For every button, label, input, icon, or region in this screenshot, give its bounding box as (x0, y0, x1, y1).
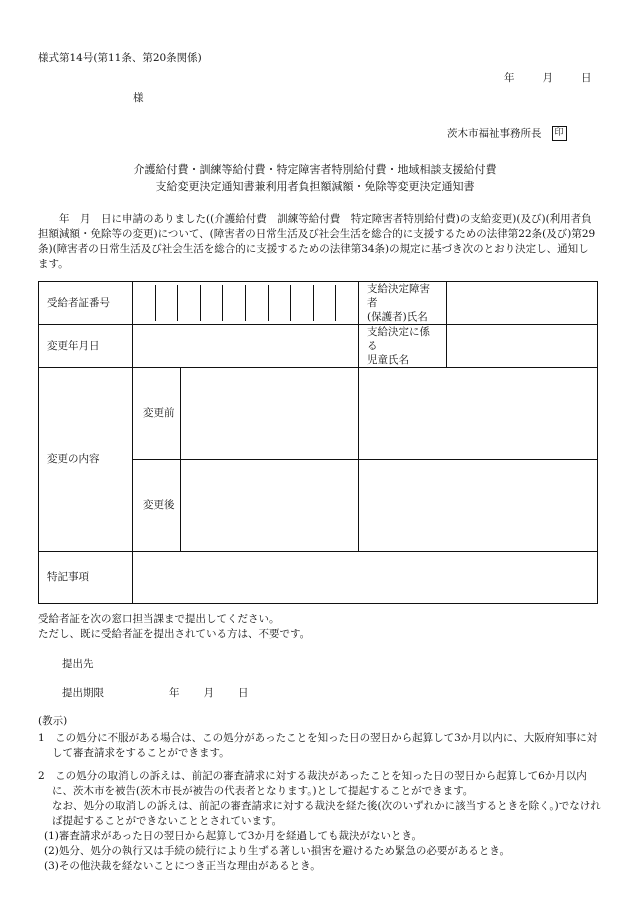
date-line (504, 71, 592, 85)
notice-item-2: 2 この処分の取消しの訴えは、前記の審査請求に対する裁決があったことを知った日の翌日から起算して6か月以内に、茨木市を被告(茨木市長が被告の代表者となります。)として提起することができます。 (38, 770, 587, 797)
date-year: 年 (504, 72, 515, 84)
notice-section (38, 714, 604, 874)
after-label: 変更後 (143, 460, 181, 551)
recipient-number-label: 受給者証番号 (39, 282, 133, 325)
document-title-line-1: 介護給付費・訓練等給付費・特定障害者特別給付費・地域相談支援給付費 (133, 163, 497, 176)
before-label: 変更前 (143, 368, 181, 459)
notice-sub-item-1: (1)審査請求があった日の翌日から起算して3か月を経過しても裁決がないとき。 (44, 830, 423, 842)
digit-box (156, 285, 179, 321)
digit-box (336, 285, 358, 321)
digit-box (178, 285, 201, 321)
date-day: 日 (581, 72, 592, 84)
change-date-value (133, 325, 359, 368)
document-title-line-2: 支給変更決定通知書兼利用者負担額減額・免除等変更決定通知書 (155, 180, 475, 193)
digit-box (269, 285, 292, 321)
special-notes-value (133, 552, 598, 604)
seal-mark: 印 (552, 126, 567, 141)
issuer-line (447, 126, 567, 141)
deadline-year: 年 (169, 687, 180, 699)
body-text: 年 月 日に申請のありました((介護給付費 訓練等給付費 特定障害者特別給付費)の支給変更)(及び)(利用者負担額減額・免除等の変更)について、(障害者の日常生活及び社会生活を総合的に支援するための法律第22条(及び)第29条)(障害者の日常生活及び社会生活を総合的に支援するための法律第34条)の規定に基づき次のとおり決定し、通知します。 (38, 213, 596, 270)
digit-box (314, 285, 337, 321)
notice-heading: (教示) (38, 715, 68, 727)
digit-box (246, 285, 269, 321)
digit-box (223, 285, 246, 321)
decided-person-value (447, 282, 598, 325)
addressee: 様 (133, 92, 144, 104)
recipient-number-boxes (133, 282, 359, 325)
change-content-label: 変更の内容 (39, 368, 133, 552)
notice-sub-item-3: (3)その他決裁を経ないことにつき正当な理由があるとき。 (44, 860, 321, 872)
submit-instruction-1: 受給者証を次の窓口担当課まで提出してください。 (38, 613, 280, 625)
deadline-month: 月 (203, 687, 214, 699)
notice-item-1: 1 この処分に不服がある場合は、この処分があったことを知った日の翌日から起算して3か月以内に、大阪府知事に対して審査請求をすることができます。 (38, 732, 598, 759)
date-month: 月 (542, 72, 553, 84)
deadline-day: 日 (238, 687, 249, 699)
issuer-name: 茨木市福祉事務所長 (447, 127, 542, 140)
child-name-label: 支給決定に係る 児童氏名 (359, 325, 447, 368)
child-name-value (447, 325, 598, 368)
form-number: 様式第14号(第11条、第20条関係) (38, 52, 202, 64)
digit-box (201, 285, 224, 321)
notice-item-2-note: なお、処分の取消しの訴えは、前記の審査請求に対する裁決を経た後(次のいずれかに該当するときを除く。)でなければ提起することができないこととされています。 (52, 800, 601, 827)
notice-sub-item-2: (2)処分、処分の執行又は手続の続行により生ずる著しい損害を避けるため緊急の必要があるとき。 (44, 845, 510, 857)
digit-box (291, 285, 314, 321)
submit-instruction-2: ただし、既に受給者証を提出されている方は、不要です。 (38, 628, 311, 640)
decided-person-label: 支給決定障害者 (保護者)氏名 (359, 282, 447, 325)
decision-table (38, 281, 598, 604)
digit-box (133, 285, 156, 321)
before-label-cell (133, 368, 359, 460)
after-value (359, 460, 598, 552)
deadline-label: 提出期限 (62, 687, 104, 699)
deadline-line (62, 686, 249, 700)
before-value (359, 368, 598, 460)
after-label-cell (133, 460, 359, 552)
change-date-label: 変更年月日 (39, 325, 133, 368)
submit-to-label: 提出先 (62, 658, 94, 670)
special-notes-label: 特記事項 (39, 552, 133, 604)
